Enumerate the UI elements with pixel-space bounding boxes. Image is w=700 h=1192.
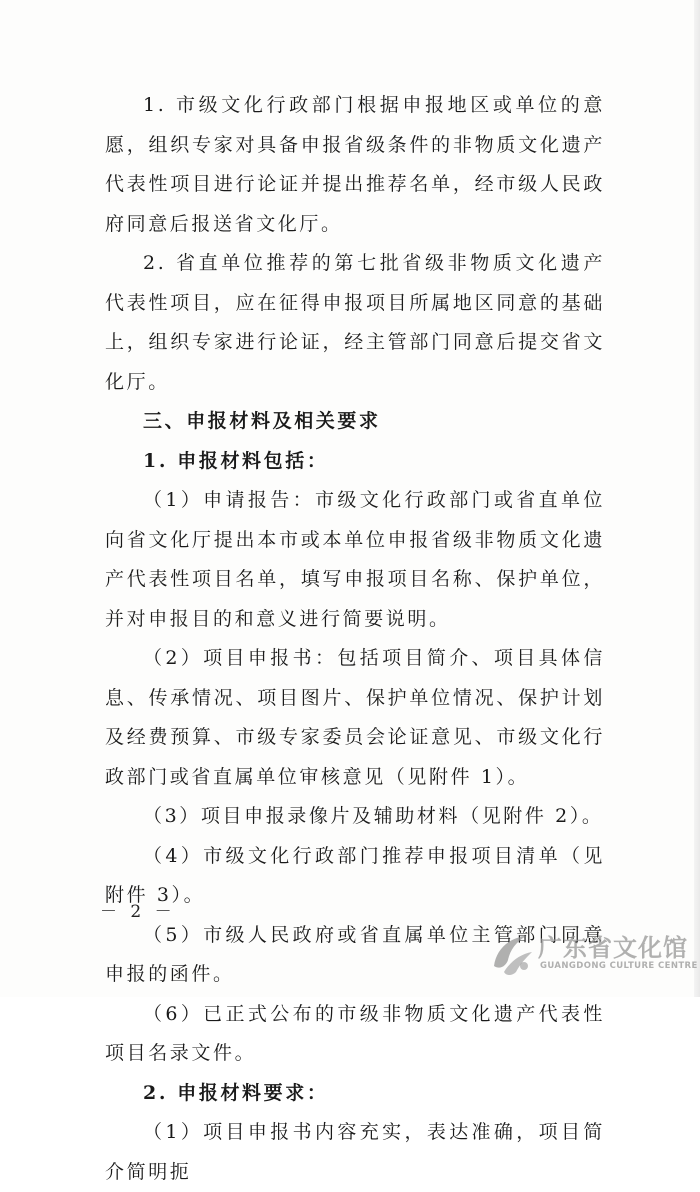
watermark-title: 广东省文化馆 <box>538 934 688 962</box>
section-heading-3: 三、申报材料及相关要求 <box>143 410 381 432</box>
subheading-materials-list: 1. 申报材料包括： <box>143 449 329 472</box>
watermark-subtitle: GUANGDONG CULTURE CENTRE <box>540 961 698 971</box>
paragraph-2: 2. 省直单位推荐的第七批省级非物质文化遗产代表性项目，应在征得申报项目所属地区同意的基础上，组织专家进行论证，经主管部门同意后提交省文化厅。 <box>105 252 605 393</box>
paragraph-item-5: （5）市级人民政府或省直属单位主管部门同意申报的函件。 <box>105 923 605 985</box>
culture-centre-logo-icon <box>486 926 538 978</box>
watermark <box>486 924 696 986</box>
paragraph-requirement-1: （1）项目申报书内容充实，表达准确，项目简介简明扼 <box>105 1121 605 1183</box>
page-number: － 2 － <box>100 902 176 922</box>
paragraph-1: 1. 市级文化行政部门根据申报地区或单位的意愿，组织专家对具备申报省级条件的非物质文化遗产代表性项目进行论证并提出推荐名单，经市级人民政府同意后报送省文化厅。 <box>105 94 605 235</box>
paragraph-item-2: （2）项目申报书：包括项目简介、项目具体信息、传承情况、项目图片、保护单位情况、保护计划及经费预算、市级专家委员会论证意见、市级文化行政部门或省直属单位审核意见（见附件 1）。 <box>105 647 605 788</box>
document-body <box>105 86 605 1192</box>
paragraph-item-1: （1）申请报告：市级文化行政部门或省直单位向省文化厅提出本市或本单位申报省级非物质文化遗产代表性项目名单，填写申报项目名称、保护单位，并对申报目的和意义进行简要说明。 <box>105 489 605 630</box>
subheading-materials-requirements: 2. 申报材料要求： <box>143 1081 329 1104</box>
paragraph-item-4: （4）市级文化行政部门推荐申报项目清单（见附件 3）。 <box>105 844 605 906</box>
paragraph-item-3: （3）项目申报录像片及辅助材料（见附件 2）。 <box>143 805 604 827</box>
paragraph-item-6: （6）已正式公布的市级非物质文化遗产代表性项目名录文件。 <box>105 1002 605 1064</box>
scan-edge <box>694 0 700 997</box>
